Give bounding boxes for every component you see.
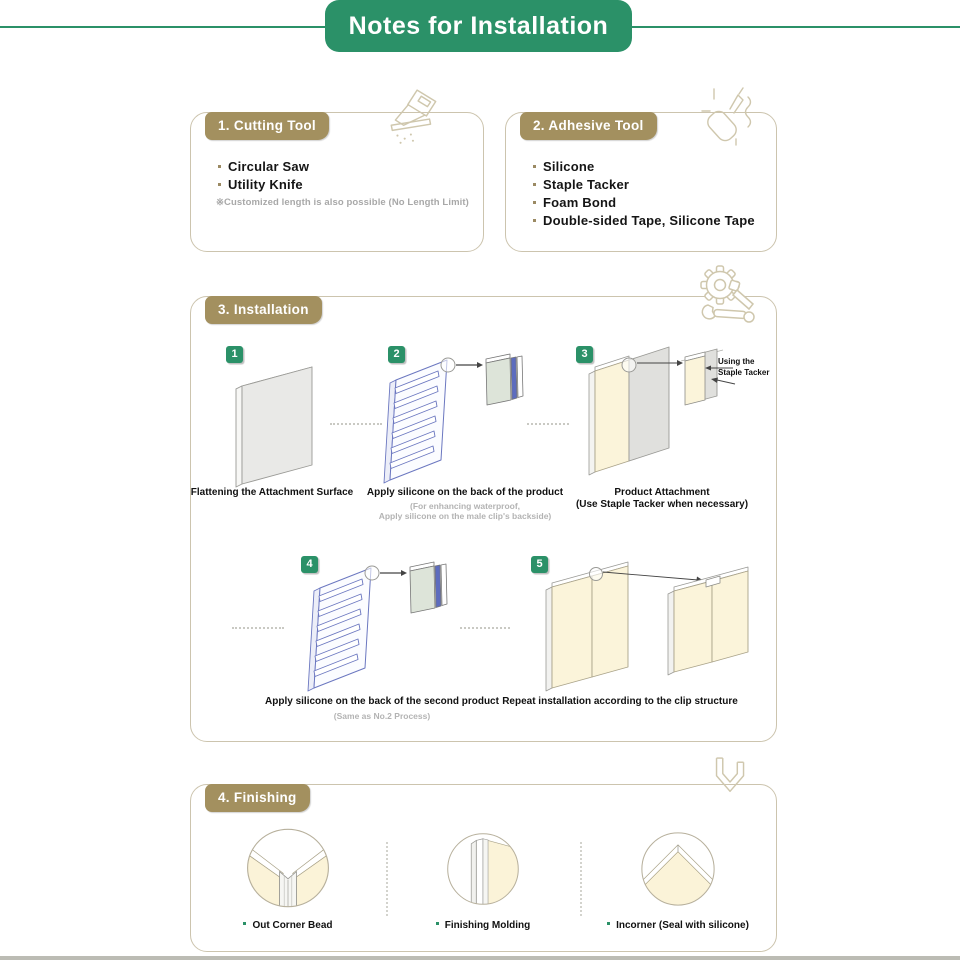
adhesive-tool-label: 2. Adhesive Tool bbox=[520, 112, 657, 140]
bullet-dot bbox=[218, 165, 221, 168]
installation-label: 3. Installation bbox=[205, 296, 322, 324]
repeat-installation-illustration bbox=[540, 560, 768, 694]
list-item bbox=[218, 176, 309, 194]
bullet-dot bbox=[218, 183, 221, 186]
corner-trim-icon bbox=[702, 756, 756, 810]
tool-item-label: Double-sided Tape, Silicone Tape bbox=[543, 213, 755, 228]
tool-item-label: Circular Saw bbox=[228, 159, 310, 174]
bullet-dot bbox=[607, 922, 610, 925]
step-caption: Product Attachment bbox=[614, 487, 710, 498]
step-number-badge: 1 bbox=[226, 346, 243, 363]
list-item bbox=[533, 176, 755, 194]
step-subcaption: Apply silicone on the male clip's backside) bbox=[378, 511, 552, 521]
adhesive-tool-list bbox=[533, 158, 755, 230]
finishing-item bbox=[188, 920, 388, 931]
dotted-separator bbox=[232, 627, 284, 629]
silicone-application-illustration bbox=[378, 352, 530, 486]
incorner-diagram bbox=[635, 826, 721, 912]
tool-item-label: Staple Tacker bbox=[543, 177, 630, 192]
staple-tacker-annotation bbox=[718, 356, 778, 378]
dotted-separator bbox=[527, 423, 569, 425]
list-item bbox=[218, 158, 309, 176]
step-caption: (Use Staple Tacker when necessary) bbox=[575, 499, 749, 510]
gear-wrench-icon bbox=[694, 264, 768, 328]
finishing-item-label: Incorner (Seal with silicone) bbox=[616, 920, 749, 931]
bullet-dot bbox=[533, 183, 536, 186]
finishing-label: 4. Finishing bbox=[205, 784, 310, 812]
dotted-separator bbox=[580, 842, 582, 916]
list-item bbox=[533, 194, 755, 212]
cutting-tool-list bbox=[218, 158, 309, 194]
tool-item-label: Silicone bbox=[543, 159, 595, 174]
step-subcaption: (For enhancing waterproof, bbox=[409, 501, 521, 511]
bullet-dot bbox=[533, 165, 536, 168]
finishing-item-label: Out Corner Bead bbox=[252, 920, 333, 931]
tool-item-label: Foam Bond bbox=[543, 195, 617, 210]
step-number-badge: 2 bbox=[388, 346, 405, 363]
cutting-tool-label: 1. Cutting Tool bbox=[205, 112, 329, 140]
list-item bbox=[533, 158, 755, 176]
dotted-separator bbox=[330, 423, 382, 425]
bullet-dot bbox=[533, 201, 536, 204]
utility-knife-icon bbox=[383, 88, 445, 148]
step-number-badge: 3 bbox=[576, 346, 593, 363]
panel-surface-illustration bbox=[230, 364, 320, 490]
page-bottom-separator bbox=[0, 956, 960, 960]
tool-item-label: Utility Knife bbox=[228, 177, 303, 192]
glue-tube-icon bbox=[700, 84, 764, 150]
finishing-item-label: Finishing Molding bbox=[444, 920, 531, 931]
step-caption: Apply silicone on the back of the second product bbox=[265, 696, 499, 707]
step-number-badge: 4 bbox=[301, 556, 318, 573]
step-caption: Repeat installation according to the clip structure bbox=[502, 696, 738, 707]
bullet-dot bbox=[243, 922, 246, 925]
step-subcaption: (Same as No.2 Process) bbox=[333, 711, 431, 721]
page-title: Notes for Installation bbox=[325, 0, 632, 52]
finishing-item bbox=[383, 920, 583, 931]
list-item bbox=[533, 212, 755, 230]
length-note: ※Customized length is also possible (No Length Limit) bbox=[216, 197, 469, 208]
annotation-line: Staple Tacker bbox=[718, 368, 770, 377]
dotted-separator bbox=[460, 627, 510, 629]
annotation-line: Using the bbox=[718, 357, 755, 366]
second-panel-silicone-illustration bbox=[298, 560, 458, 694]
dotted-separator bbox=[386, 842, 388, 916]
out-corner-bead-diagram bbox=[241, 823, 335, 913]
bullet-dot bbox=[436, 922, 439, 925]
step-caption: Flattening the Attachment Surface bbox=[190, 487, 354, 498]
finishing-item bbox=[578, 920, 778, 931]
step-number-badge: 5 bbox=[531, 556, 548, 573]
step-caption: Apply silicone on the back of the product bbox=[366, 487, 564, 498]
bullet-dot bbox=[533, 219, 536, 222]
finishing-molding-diagram bbox=[441, 827, 525, 911]
